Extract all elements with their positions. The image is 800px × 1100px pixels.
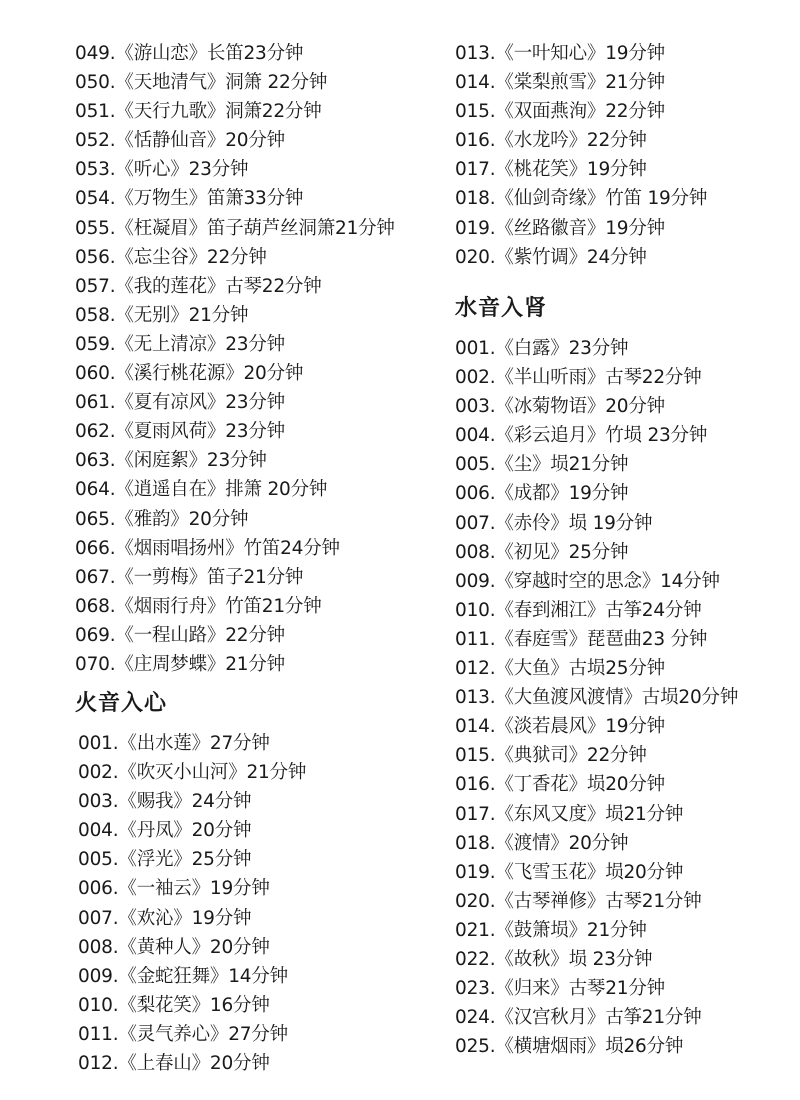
track-list-item: 011.《灵气养心》27分钟 bbox=[78, 1023, 288, 1045]
track-list-item: 019.《飞雪玉花》埙20分钟 bbox=[455, 861, 684, 883]
track-list-item: 068.《烟雨行舟》竹笛21分钟 bbox=[75, 595, 322, 617]
track-list-item: 012.《上春山》20分钟 bbox=[78, 1053, 270, 1075]
right-track-list bbox=[455, 39, 707, 272]
track-list-item: 052.《恬静仙音》20分钟 bbox=[75, 130, 285, 152]
left-track-list bbox=[75, 39, 395, 679]
track-list-item: 025.《横塘烟雨》埙26分钟 bbox=[455, 1036, 684, 1058]
fire-track-list bbox=[78, 729, 306, 1078]
track-list-item: 017.《桃花笑》19分钟 bbox=[455, 159, 647, 181]
track-list-item: 015.《双面燕洵》22分钟 bbox=[455, 101, 665, 123]
track-list-item: 065.《雅韵》20分钟 bbox=[75, 508, 249, 530]
track-list-item: 013.《大鱼渡风渡情》古埙20分钟 bbox=[455, 687, 739, 709]
track-list-item: 021.《鼓箫埙》21分钟 bbox=[455, 919, 647, 941]
track-list-item: 006.《一袖云》19分钟 bbox=[78, 878, 270, 900]
track-list-item: 020.《古琴禅修》古琴21分钟 bbox=[455, 890, 702, 912]
track-list-item: 004.《丹凤》20分钟 bbox=[78, 820, 252, 842]
section-heading-water: 水音入肾 bbox=[455, 296, 548, 321]
track-list-item: 067.《一剪梅》笛子21分钟 bbox=[75, 566, 304, 588]
track-list-item: 056.《忘尘谷》22分钟 bbox=[75, 246, 267, 268]
track-list-item: 058.《无别》21分钟 bbox=[75, 304, 249, 326]
track-list-item: 051.《天行九歌》洞箫22分钟 bbox=[75, 101, 322, 123]
track-list-item: 070.《庄周梦蝶》21分钟 bbox=[75, 653, 285, 675]
track-list-item: 009.《穿越时空的思念》14分钟 bbox=[455, 570, 720, 592]
track-list-item: 016.《丁香花》埙20分钟 bbox=[455, 774, 665, 796]
track-list-item: 003.《冰菊物语》20分钟 bbox=[455, 396, 665, 418]
track-list-item: 007.《欢沁》19分钟 bbox=[78, 907, 252, 929]
track-list-item: 009.《金蛇狂舞》14分钟 bbox=[78, 965, 288, 987]
track-list-item: 002.《吹灭小山河》21分钟 bbox=[78, 762, 307, 784]
track-list-item: 005.《尘》埙21分钟 bbox=[455, 454, 629, 476]
track-list-item: 064.《逍遥自在》排箫 20分钟 bbox=[75, 479, 328, 501]
track-list-item: 012.《大鱼》古埙25分钟 bbox=[455, 658, 665, 680]
water-track-list bbox=[455, 334, 738, 1061]
track-list-item: 024.《汉宫秋月》古筝21分钟 bbox=[455, 1007, 702, 1029]
track-list-item: 019.《丝路徽音》19分钟 bbox=[455, 217, 665, 239]
track-list-item: 055.《枉凝眉》笛子葫芦丝洞箫21分钟 bbox=[75, 217, 395, 239]
track-list-item: 015.《典狱司》22分钟 bbox=[455, 745, 647, 767]
track-list-item: 020.《紫竹调》24分钟 bbox=[455, 246, 647, 268]
track-list-item: 013.《一叶知心》19分钟 bbox=[455, 43, 665, 64]
track-list-item: 061.《夏有凉风》23分钟 bbox=[75, 392, 285, 414]
track-list-item: 005.《浮光》25分钟 bbox=[78, 849, 252, 871]
track-list-item: 008.《黄种人》20分钟 bbox=[78, 936, 270, 958]
track-list-item: 054.《万物生》笛箫33分钟 bbox=[75, 188, 304, 210]
track-list-item: 062.《夏雨风荷》23分钟 bbox=[75, 421, 285, 443]
track-list-item: 010.《梨花笑》16分钟 bbox=[78, 994, 270, 1016]
track-list-item: 050.《天地清气》洞箫 22分钟 bbox=[75, 72, 328, 94]
track-list-item: 069.《一程山路》22分钟 bbox=[75, 624, 285, 646]
track-list-item: 014.《棠梨煎雪》21分钟 bbox=[455, 72, 665, 94]
track-list-item: 018.《仙剑奇缘》竹笛 19分钟 bbox=[455, 188, 708, 210]
track-list-item: 063.《闲庭絮》23分钟 bbox=[75, 450, 267, 472]
track-list-item: 002.《半山听雨》古琴22分钟 bbox=[455, 367, 702, 389]
track-list-item: 011.《春庭雪》琵琶曲23 分钟 bbox=[455, 628, 708, 650]
track-list-item: 016.《水龙吟》22分钟 bbox=[455, 130, 647, 152]
track-list-item: 008.《初见》25分钟 bbox=[455, 541, 629, 563]
track-list-item: 014.《淡若晨风》19分钟 bbox=[455, 716, 665, 738]
track-list-item: 003.《赐我》24分钟 bbox=[78, 791, 252, 813]
track-list-item: 017.《东风又度》埙21分钟 bbox=[455, 803, 684, 825]
track-list-item: 006.《成都》19分钟 bbox=[455, 483, 629, 505]
track-list-item: 007.《赤伶》埙 19分钟 bbox=[455, 512, 653, 534]
track-list-item: 059.《无上清凉》23分钟 bbox=[75, 333, 285, 355]
track-list-item: 001.《出水莲》27分钟 bbox=[78, 733, 270, 754]
track-list-item: 057.《我的莲花》古琴22分钟 bbox=[75, 275, 322, 297]
track-list-item: 010.《春到湘江》古筝24分钟 bbox=[455, 599, 702, 621]
track-list-item: 018.《渡情》20分钟 bbox=[455, 832, 629, 854]
track-list-item: 053.《听心》23分钟 bbox=[75, 159, 249, 181]
track-list-item: 022.《故秋》埙 23分钟 bbox=[455, 948, 653, 970]
track-list-item: 023.《归来》古琴21分钟 bbox=[455, 978, 665, 1000]
track-list-item: 049.《游山恋》长笛23分钟 bbox=[75, 43, 304, 64]
track-list-item: 066.《烟雨唱扬州》竹笛24分钟 bbox=[75, 537, 340, 559]
track-list-item: 060.《溪行桃花源》20分钟 bbox=[75, 363, 304, 385]
track-list-item: 004.《彩云追月》竹埙 23分钟 bbox=[455, 425, 708, 447]
section-heading-fire: 火音入心 bbox=[75, 691, 168, 716]
track-list-item: 001.《白露》23分钟 bbox=[455, 338, 629, 359]
